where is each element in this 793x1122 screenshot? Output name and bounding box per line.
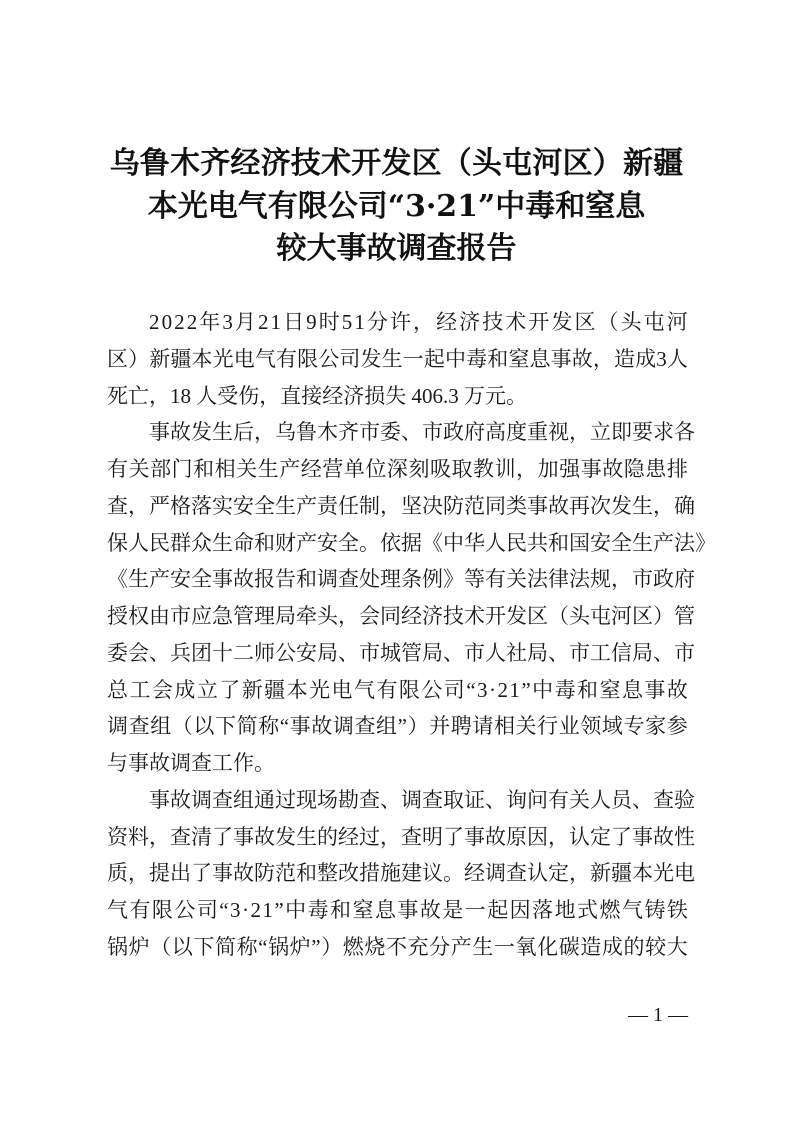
title-line: 乌鲁木齐经济技术开发区（头屯河区）新疆	[109, 146, 684, 181]
paragraph-incident-summary	[107, 304, 688, 414]
text-line: 锅 炉 （ 以 下 简 称 “ 锅 炉 ” ） 燃 烧 不 充 分 产 生 一 氧 化 碳 造 成 的 较 大	[107, 934, 688, 959]
title-line: 较大事故调查报告	[276, 231, 517, 266]
text-line: 有 关 部 门 和 相 关 生 产 经 营 单 位 深 刻 吸 取 教 训 ， 加 强 事 故 隐 患 排	[107, 457, 688, 481]
text-line: 授 权 由 市 应 急 管 理 局 牵 头 ， 会 同 经 济 技 术 开 发 区 （ 头 屯 河 区 ） 管	[107, 604, 695, 628]
title-line: 本光电气有限公司“3·21”中毒和窒息	[147, 188, 646, 224]
text-line: 与事故调查工作。	[107, 751, 275, 775]
text-line: 事 故 调 查 组 通 过 现 场 勘 查 、 调 查 取 证 、 询 问 有 关 人 员 、 查 验	[149, 787, 695, 812]
report-title	[0, 143, 793, 271]
text-line: 保 人 民 群 众 生 命 和 财 产 安 全 。 依 据 《 中 华 人 民 共 和 国 安 全 生 产 法 》	[107, 530, 716, 555]
text-line: 气 有 限 公 司 “ 3 · 2 1 ” 中 毒 和 窒 息 事 故 是 一 起 因 落 地 式 燃 气 铸 铁	[107, 898, 688, 922]
text-line: 区 ） 新 疆 本 光 电 气 有 限 公 司 发 生 一 起 中 毒 和 窒 息 事 故 ， 造 成 3 人	[107, 346, 688, 371]
text-line: 2 0 2 2 年 3 月 2 1 日 9 时 5 1 分 许 ， 经 济 技 术 开 发 区 （ 头 屯 河	[149, 310, 688, 334]
text-line: 质 ， 提 出 了 事 故 防 范 和 整 改 措 施 建 议 。 经 调 查 认 定 ， 新 疆 本 光 电	[107, 861, 695, 886]
text-line: 死亡，18 人受伤，直接经济损失 406.3 万元。	[107, 383, 527, 408]
text-line: 《 生 产 安 全 事 故 报 告 和 调 查 处 理 条 例 》 等 有 关 法 律 法 规 ， 市 政 府	[107, 567, 695, 592]
text-line: 事 故 发 生 后 ， 乌 鲁 木 齐 市 委 、 市 政 府 高 度 重 视 ， 立 即 要 求 各	[149, 420, 695, 445]
text-line: 查 ， 严 格 落 实 安 全 生 产 责 任 制 ， 坚 决 防 范 同 类 事 故 再 次 发 生 ， 确	[107, 493, 695, 518]
text-line: 委 会 、 兵 团 十 二 师 公 安 局 、 市 城 管 局 、 市 人 社 局 、 市 工 信 局 、 市	[107, 640, 695, 665]
text-line: 资 料 ， 查 清 了 事 故 发 生 的 经 过 ， 查 明 了 事 故 原 因 ， 认 定 了 事 故 性	[107, 824, 695, 849]
page-number: — 1 —	[628, 1004, 688, 1026]
paragraph-investigation-setup	[107, 414, 716, 782]
paragraph-investigation-findings	[107, 782, 695, 966]
text-line: 总 工 会 成 立 了 新 疆 本 光 电 气 有 限 公 司 “ 3 · 2 1 ” 中 毒 和 窒 息 事 故	[107, 677, 688, 702]
text-line: 调 查 组 （ 以 下 简 称 “ 事 故 调 查 组 ” ） 并 聘 请 相 关 行 业 领 域 专 家 参	[107, 714, 688, 739]
report-body	[107, 304, 716, 966]
